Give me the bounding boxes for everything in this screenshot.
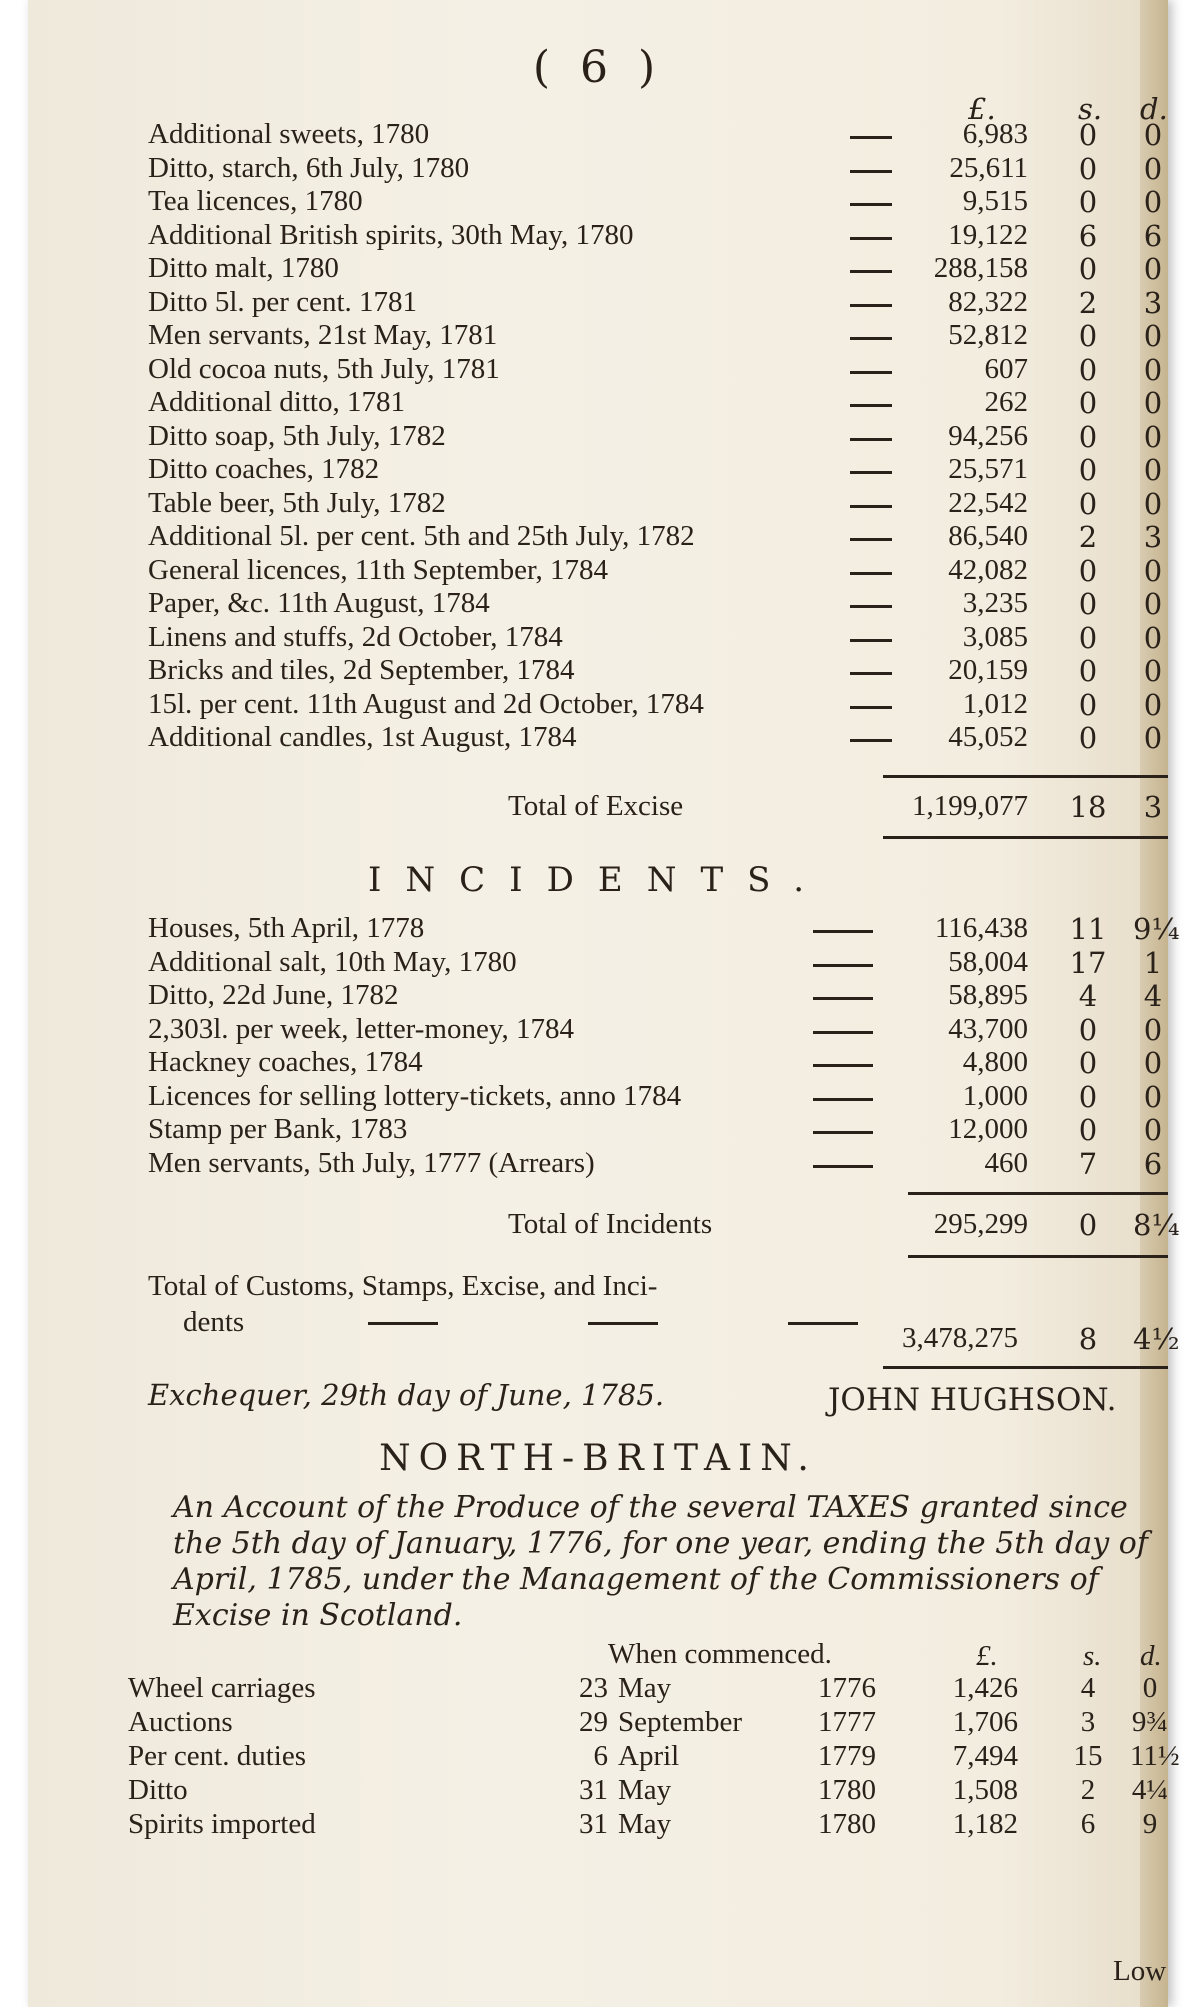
row-amount: 82,322 xyxy=(948,285,1028,318)
dash xyxy=(813,1031,873,1034)
row-shillings: 0 xyxy=(1078,1012,1098,1047)
row-pence: 0 xyxy=(1143,386,1163,420)
row-year: 1779 xyxy=(818,1740,876,1772)
grand-total-rule xyxy=(883,1366,1168,1369)
table-row xyxy=(28,587,1168,621)
row-pence: 0 xyxy=(1143,453,1163,487)
catchword: Low xyxy=(1113,1955,1167,1987)
row-shillings: 11 xyxy=(1069,912,1107,946)
dash xyxy=(850,706,892,709)
total-excise-label: Total of Excise xyxy=(508,790,684,822)
dash xyxy=(850,572,892,575)
incidents-rule-bottom xyxy=(908,1255,1168,1258)
total-rule-bottom xyxy=(883,836,1168,839)
row-pence: 4¼ xyxy=(1131,1774,1169,1806)
dash xyxy=(850,237,892,240)
dash xyxy=(850,371,892,374)
row-pence: 0 xyxy=(1143,419,1163,454)
dash xyxy=(850,337,892,340)
row-pence: 1 xyxy=(1143,945,1163,980)
north-britain-intro: An Account of the Produce of the several TAXES granted since the 5th day of January, 1776, for one year, ending the 5th day of April, 1785, under the Management of the Commissioners of Excise in Scotland. xyxy=(173,1490,1148,1633)
row-shillings: 4 xyxy=(1080,1672,1096,1704)
row-label: 2,303l. per week, letter-money, 1784 xyxy=(148,1012,574,1045)
row-year: 1777 xyxy=(818,1706,876,1738)
row-shillings: 0 xyxy=(1078,453,1098,487)
row-label: General licences, 11th September, 1784 xyxy=(148,553,608,586)
table-row xyxy=(28,152,1168,186)
dash xyxy=(850,672,892,675)
table-row xyxy=(28,319,1168,353)
total-incidents-label: Total of Incidents xyxy=(508,1208,713,1240)
dash xyxy=(813,1098,873,1101)
table-row xyxy=(28,979,1168,1013)
row-label: Ditto 5l. per cent. 1781 xyxy=(148,285,418,318)
row-shillings: 0 xyxy=(1078,486,1098,521)
row-pence: 9¾ xyxy=(1131,1706,1169,1738)
table-row xyxy=(28,688,1168,722)
row-label: Houses, 5th April, 1778 xyxy=(148,912,425,944)
dash xyxy=(813,997,873,1000)
row-label: Additional ditto, 1781 xyxy=(148,386,405,418)
row-label: Old cocoa nuts, 5th July, 1781 xyxy=(148,352,500,385)
row-label: Bricks and tiles, 2d September, 1784 xyxy=(148,654,575,686)
row-amount: 94,256 xyxy=(948,419,1028,452)
row-shillings: 0 xyxy=(1078,1046,1098,1080)
total-incidents-amount: 295,299 xyxy=(933,1208,1028,1240)
row-label: Stamp per Bank, 1783 xyxy=(148,1113,408,1145)
dash xyxy=(850,304,892,307)
row-label: Ditto malt, 1780 xyxy=(148,252,339,284)
row-shillings: 2 xyxy=(1080,1774,1096,1806)
row-pence: 11½ xyxy=(1130,1740,1180,1772)
row-pence: 6 xyxy=(1143,1146,1163,1181)
row-amount: 22,542 xyxy=(948,486,1028,519)
row-pence: 0 xyxy=(1143,721,1163,755)
row-amount: 20,159 xyxy=(948,654,1028,686)
grand-total-label-1: Total of Customs, Stamps, Excise, and Inci- xyxy=(148,1270,658,1302)
row-day: 31 xyxy=(579,1774,608,1806)
dash xyxy=(813,930,873,933)
incidents-rule-top xyxy=(908,1192,1168,1195)
table-row xyxy=(28,252,1168,286)
table-row xyxy=(28,353,1168,387)
total-excise-row xyxy=(28,790,1168,824)
row-shillings: 6 xyxy=(1080,1808,1096,1840)
row-amount: 12,000 xyxy=(948,1113,1028,1145)
north-britain-heading: NORTH-BRITAIN. xyxy=(379,1438,817,1479)
row-amount: 58,895 xyxy=(948,979,1028,1011)
row-pence: 0 xyxy=(1143,252,1163,286)
dash xyxy=(850,505,892,508)
row-shillings: 2 xyxy=(1078,520,1098,554)
row-amount: 1,182 xyxy=(952,1808,1018,1840)
dash xyxy=(813,964,873,967)
row-amount: 7,494 xyxy=(952,1740,1018,1772)
row-pence: 4 xyxy=(1143,979,1163,1013)
row-label: Ditto, starch, 6th July, 1780 xyxy=(148,151,470,184)
row-label: Licences for selling lottery-tickets, anno 1784 xyxy=(148,1079,682,1112)
table-row xyxy=(28,654,1168,688)
row-amount: 1,000 xyxy=(962,1079,1028,1112)
dash xyxy=(850,203,892,206)
table-row xyxy=(28,453,1168,487)
table-row xyxy=(28,946,1168,980)
row-day: 23 xyxy=(579,1672,608,1704)
row-pence: 0 xyxy=(1143,654,1163,688)
grand-total-values xyxy=(28,1322,1180,1356)
incidents-heading: INCIDENTS. xyxy=(367,860,829,900)
row-shillings: 17 xyxy=(1069,945,1107,980)
total-rule-top xyxy=(883,775,1168,778)
dash xyxy=(813,1165,873,1168)
exchequer-date: Exchequer, 29th day of June, 1785. xyxy=(148,1378,665,1412)
row-shillings: 0 xyxy=(1078,721,1098,755)
row-pence: 3 xyxy=(1143,520,1163,554)
row-pence: 0 xyxy=(1143,319,1163,353)
row-shillings: 0 xyxy=(1078,352,1098,387)
row-pence: 0 xyxy=(1143,118,1163,152)
nb-pounds-header: £. xyxy=(976,1640,998,1672)
row-amount: 86,540 xyxy=(948,520,1028,552)
row-label: Men servants, 21st May, 1781 xyxy=(148,319,498,351)
table-row xyxy=(28,219,1168,253)
dash xyxy=(850,538,892,541)
row-year: 1776 xyxy=(818,1672,876,1704)
row-pence: 0 xyxy=(1143,1012,1163,1047)
dash xyxy=(850,739,892,742)
row-pence: 0 xyxy=(1143,687,1163,722)
table-row xyxy=(28,912,1180,946)
row-shillings: 2 xyxy=(1078,285,1098,320)
table-row xyxy=(28,185,1168,219)
signatory-name: JOHN HUGHSON. xyxy=(828,1382,1117,1418)
row-amount: 460 xyxy=(984,1146,1028,1179)
row-shillings: 7 xyxy=(1078,1146,1098,1181)
row-label: Paper, &c. 11th August, 1784 xyxy=(148,587,490,619)
total-incidents-row xyxy=(28,1208,1180,1242)
row-amount: 43,700 xyxy=(948,1012,1028,1045)
row-shillings: 0 xyxy=(1078,620,1098,655)
row-shillings: 0 xyxy=(1078,419,1098,454)
row-shillings: 0 xyxy=(1078,654,1098,688)
row-amount: 1,706 xyxy=(952,1706,1018,1738)
row-label: Additional sweets, 1780 xyxy=(148,118,430,150)
row-label: Men servants, 5th July, 1777 (Arrears) xyxy=(148,1146,595,1179)
row-pence: 0 xyxy=(1143,553,1163,588)
row-day: 6 xyxy=(593,1740,608,1772)
row-amount: 116,438 xyxy=(934,912,1028,944)
dash xyxy=(850,605,892,608)
row-label: Linens and stuffs, 2d October, 1784 xyxy=(148,620,563,653)
row-amount: 4,800 xyxy=(962,1046,1028,1078)
row-amount: 6,983 xyxy=(962,118,1028,150)
row-pence: 9¼ xyxy=(1133,912,1180,946)
total-incidents-s: 0 xyxy=(1078,1208,1098,1242)
row-pence: 0 xyxy=(1143,352,1163,387)
dash xyxy=(813,1131,873,1134)
row-label: Additional salt, 10th May, 1780 xyxy=(148,945,517,978)
when-commenced-header: When commenced. xyxy=(608,1638,832,1670)
row-pence: 0 xyxy=(1143,1046,1163,1080)
row-day: 29 xyxy=(579,1706,608,1738)
row-shillings: 0 xyxy=(1078,687,1098,722)
pounds-header: £. xyxy=(968,92,996,126)
grand-total-d: 4½ xyxy=(1133,1322,1180,1356)
row-amount: 45,052 xyxy=(948,721,1028,753)
table-row xyxy=(28,1013,1168,1047)
total-excise-amount: 1,199,077 xyxy=(912,790,1028,822)
dash xyxy=(850,270,892,273)
row-pence: 0 xyxy=(1143,620,1163,655)
page-number: ( 6 ) xyxy=(532,42,664,93)
nb-shillings-header: s. xyxy=(1083,1640,1102,1672)
row-shillings: 15 xyxy=(1073,1740,1103,1772)
dash xyxy=(850,471,892,474)
row-shillings: 4 xyxy=(1078,979,1098,1013)
dash xyxy=(813,1064,873,1067)
row-pence: 0 xyxy=(1143,486,1163,521)
row-month: May xyxy=(618,1672,672,1704)
row-pence: 6 xyxy=(1143,218,1163,253)
row-label: Hackney coaches, 1784 xyxy=(148,1046,423,1078)
table-row xyxy=(28,386,1168,420)
row-amount: 9,515 xyxy=(962,185,1028,217)
row-amount: 1,508 xyxy=(952,1774,1018,1806)
row-amount: 262 xyxy=(984,386,1028,418)
table-row xyxy=(28,118,1168,152)
row-amount: 3,085 xyxy=(962,620,1028,653)
row-amount: 25,571 xyxy=(948,453,1028,485)
row-label: Table beer, 5th July, 1782 xyxy=(148,486,446,519)
row-label: Additional British spirits, 30th May, 1780 xyxy=(148,218,634,251)
dash xyxy=(850,136,892,139)
row-shillings: 0 xyxy=(1078,151,1098,186)
row-label: Spirits imported xyxy=(128,1808,316,1840)
row-label: Auctions xyxy=(128,1706,233,1738)
row-pence: 9 xyxy=(1142,1808,1158,1840)
row-amount: 3,235 xyxy=(962,587,1028,619)
row-shillings: 0 xyxy=(1078,386,1098,420)
book-page xyxy=(28,0,1180,2007)
grand-total-amount: 3,478,275 xyxy=(902,1322,1018,1354)
row-amount: 42,082 xyxy=(948,553,1028,586)
row-year: 1780 xyxy=(818,1774,876,1806)
row-shillings: 3 xyxy=(1080,1706,1096,1738)
row-pence: 0 xyxy=(1143,587,1163,621)
row-shillings: 0 xyxy=(1078,587,1098,621)
total-incidents-d: 8¼ xyxy=(1133,1208,1180,1242)
nb-pence-header: d. xyxy=(1140,1640,1162,1672)
row-label: 15l. per cent. 11th August and 2d October, 1784 xyxy=(148,687,704,720)
table-row xyxy=(28,1113,1168,1147)
grand-total-line1 xyxy=(28,1270,1168,1304)
row-label: Wheel carriages xyxy=(128,1672,316,1704)
table-row xyxy=(28,621,1168,655)
row-shillings: 6 xyxy=(1078,218,1098,253)
row-month: May xyxy=(618,1808,672,1840)
pence-header: d. xyxy=(1140,92,1168,126)
row-shillings: 0 xyxy=(1078,185,1098,219)
table-row xyxy=(28,286,1168,320)
table-row xyxy=(28,487,1168,521)
row-amount: 288,158 xyxy=(933,252,1028,284)
dash xyxy=(850,170,892,173)
table-row xyxy=(28,520,1168,554)
dash xyxy=(850,438,892,441)
row-label: Tea licences, 1780 xyxy=(148,185,363,217)
dash xyxy=(850,639,892,642)
row-shillings: 0 xyxy=(1078,553,1098,588)
row-pence: 0 xyxy=(1143,151,1163,186)
row-month: April xyxy=(618,1740,680,1772)
row-label: Ditto coaches, 1782 xyxy=(148,453,380,485)
table-row xyxy=(28,1046,1168,1080)
row-amount: 1,012 xyxy=(962,687,1028,720)
row-label: Per cent. duties xyxy=(128,1740,306,1772)
row-amount: 607 xyxy=(984,352,1028,385)
table-row xyxy=(28,1080,1168,1114)
table-row xyxy=(28,721,1168,755)
row-shillings: 0 xyxy=(1078,118,1098,152)
row-pence: 0 xyxy=(1143,185,1163,219)
row-year: 1780 xyxy=(818,1808,876,1840)
total-excise-s: 18 xyxy=(1069,790,1107,824)
shillings-header: s. xyxy=(1078,92,1103,126)
grand-total-s: 8 xyxy=(1078,1322,1098,1356)
row-pence: 3 xyxy=(1143,285,1163,320)
row-shillings: 0 xyxy=(1078,252,1098,286)
row-amount: 58,004 xyxy=(948,945,1028,978)
row-label: Ditto soap, 5th July, 1782 xyxy=(148,419,446,452)
row-shillings: 0 xyxy=(1078,1079,1098,1114)
row-month: May xyxy=(618,1774,672,1806)
row-shillings: 0 xyxy=(1078,1113,1098,1147)
table-row xyxy=(28,1147,1168,1181)
row-amount: 19,122 xyxy=(948,218,1028,251)
row-month: September xyxy=(618,1706,743,1738)
row-label: Additional candles, 1st August, 1784 xyxy=(148,721,577,753)
grand-total-label-2: dents xyxy=(183,1306,245,1338)
row-label: Additional 5l. per cent. 5th and 25th July, 1782 xyxy=(148,520,695,552)
total-excise-d: 3 xyxy=(1143,790,1163,824)
row-amount: 1,426 xyxy=(952,1672,1018,1704)
row-amount: 25,611 xyxy=(949,151,1028,184)
row-day: 31 xyxy=(579,1808,608,1840)
row-pence: 0 xyxy=(1142,1672,1158,1704)
row-pence: 0 xyxy=(1143,1113,1163,1147)
row-label: Ditto xyxy=(128,1774,188,1806)
table-row xyxy=(28,554,1168,588)
row-shillings: 0 xyxy=(1078,319,1098,353)
row-amount: 52,812 xyxy=(948,319,1028,351)
row-pence: 0 xyxy=(1143,1079,1163,1114)
row-label: Ditto, 22d June, 1782 xyxy=(148,979,399,1011)
table-row xyxy=(28,420,1168,454)
dash xyxy=(850,404,892,407)
